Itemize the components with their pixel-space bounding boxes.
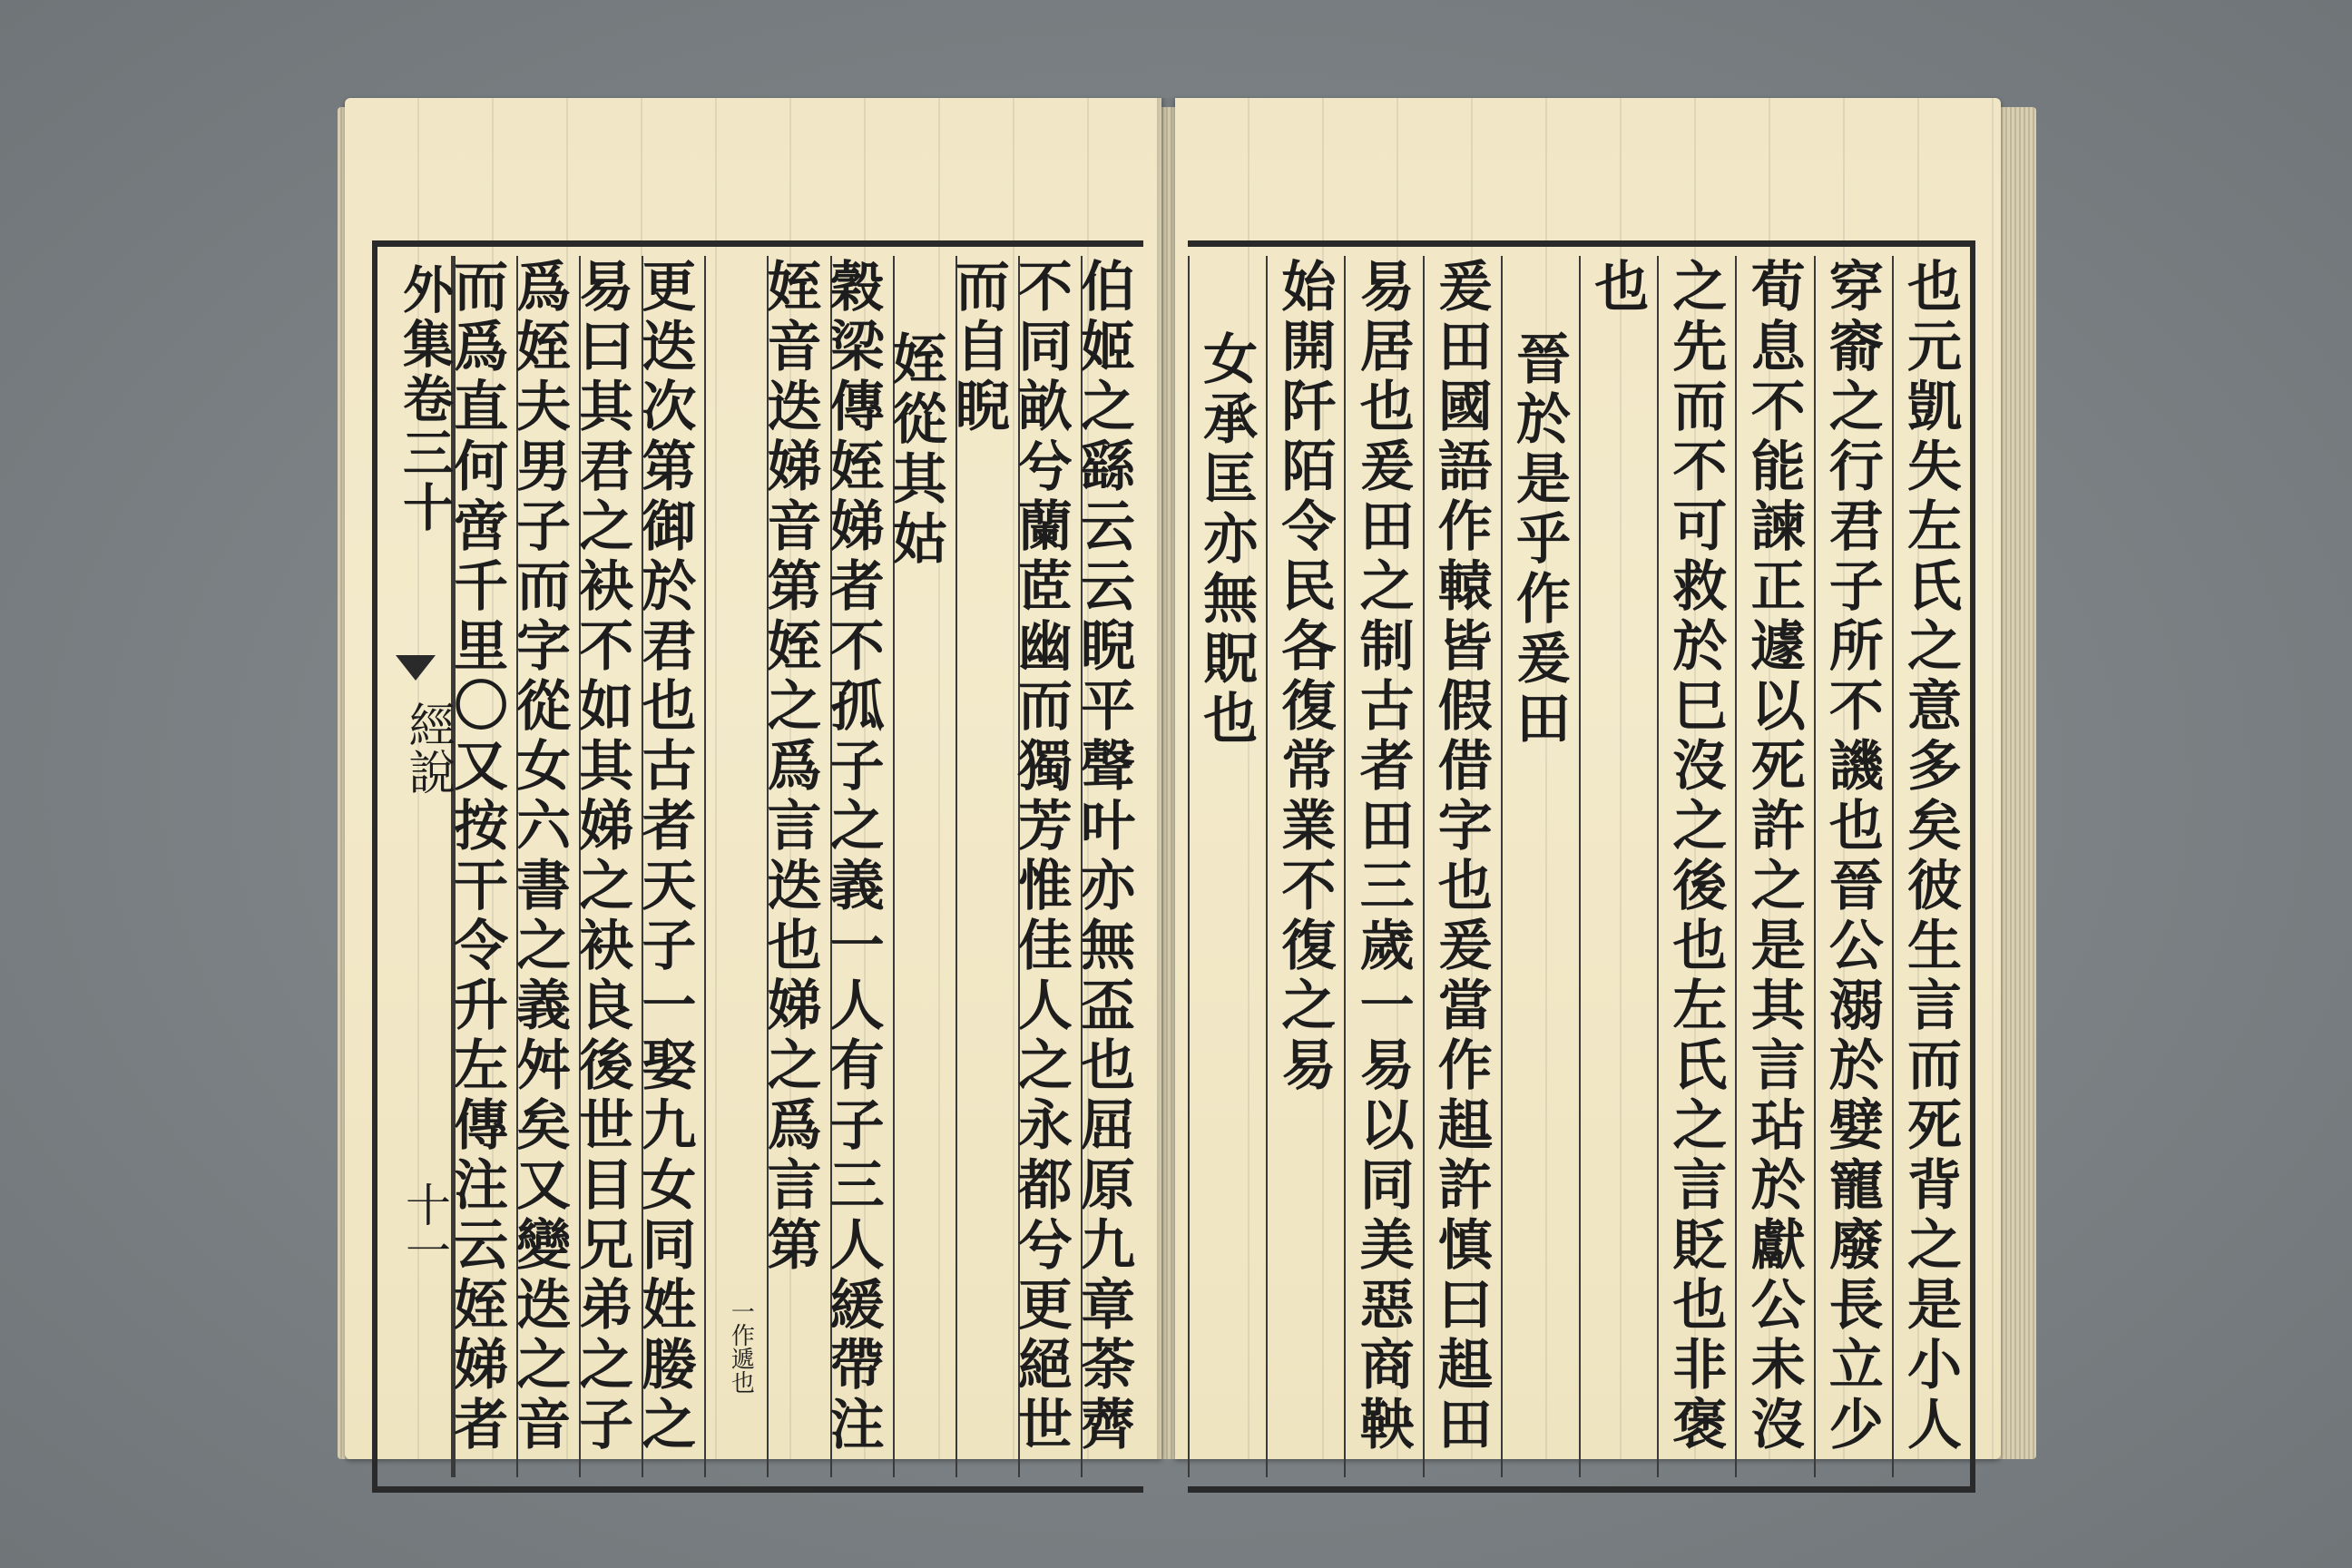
left-page bbox=[345, 98, 1161, 1459]
text-column: 姪音迭娣音第姪之爲言迭也娣之爲言第 bbox=[767, 256, 829, 1477]
right-page bbox=[1175, 98, 2001, 1459]
text-column: 姪從其姑 bbox=[893, 256, 956, 1477]
text-column: 易曰其君之袂不如其娣之袂良後世目兄弟之子 bbox=[579, 256, 642, 1477]
text-column: 之先而不可救於巳沒之後也左氏之言貶也非褒 bbox=[1657, 256, 1735, 1477]
right-text-columns bbox=[1188, 256, 1970, 1477]
text-column: 也元凱失左氏之意多矣彼生言而死背之是小人 bbox=[1892, 256, 1970, 1477]
right-frame bbox=[1188, 240, 1975, 1493]
text-column: 始開阡陌令民各復常業不復之易 bbox=[1266, 256, 1344, 1477]
text-column: 伯姬之繇云云睨平聲叶亦無盃也屈原九章荼薺 bbox=[1081, 256, 1143, 1477]
banxin-page-number: 十一 bbox=[398, 1181, 451, 1272]
text-column: 爰田國語作轅皆假借字也爰當作趄許慎曰趄田 bbox=[1423, 256, 1501, 1477]
text-column: 晉於是乎作爰田 bbox=[1501, 256, 1579, 1477]
text-column: 易居也爰田之制古者田三歲一易以同美惡商鞅 bbox=[1344, 256, 1422, 1477]
fish-tail-mark bbox=[396, 655, 436, 681]
text-column: 爲姪夫男子而字從女六書之義舛矣又變迭之音 bbox=[516, 256, 579, 1477]
text-column: 荀息不能諫正遽以死許之是其言玷於獻公未沒 bbox=[1735, 256, 1813, 1477]
text-column: 穿窬之行君子所不譏也晉公溺於嬖寵廢長立少 bbox=[1814, 256, 1892, 1477]
text-column: 更迭次第御於君也古者天子一娶九女同姓媵之 bbox=[642, 256, 704, 1477]
text-column: 穀梁傳姪娣者不孤子之義一人有子三人緩帶注 bbox=[830, 256, 893, 1477]
text-column: 女承匡亦無貺也 bbox=[1188, 256, 1266, 1477]
text-column: 而爲直何啻千里〇又按干令升左傳注云姪娣者 bbox=[454, 256, 516, 1477]
inline-note: 一作遞也 bbox=[727, 1299, 755, 1394]
left-frame bbox=[372, 240, 1143, 1493]
banxin-section: 經說 bbox=[400, 701, 455, 795]
text-column bbox=[704, 256, 767, 1477]
text-column: 不同畝兮蘭茝幽而獨芳惟佳人之永都兮更絕世 bbox=[1018, 256, 1081, 1477]
banxin-title: 外集卷三十 bbox=[395, 263, 455, 535]
left-text-columns bbox=[445, 256, 1143, 1477]
text-column: 也 bbox=[1579, 256, 1657, 1477]
text-column: 而自睨 bbox=[956, 256, 1018, 1477]
